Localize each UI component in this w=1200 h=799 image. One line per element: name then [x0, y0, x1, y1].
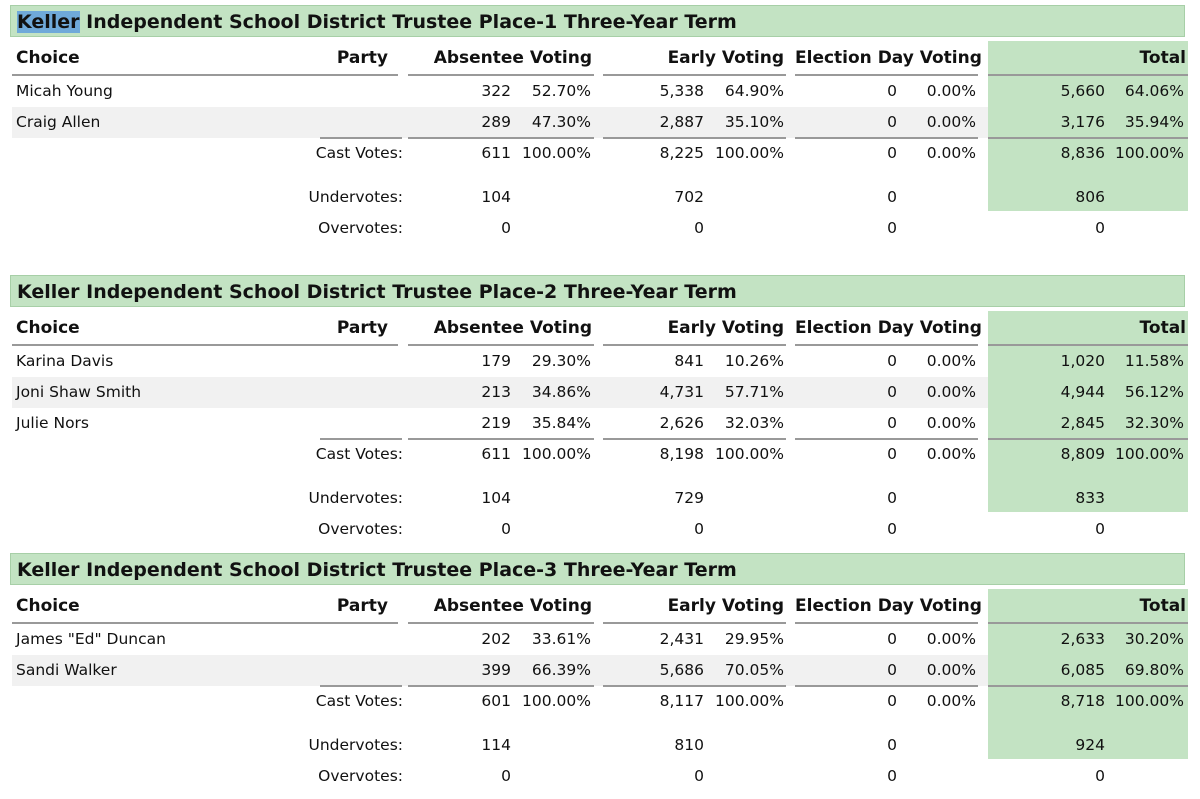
candidate-row — [0, 655, 1200, 686]
early-percent: 57.71% — [724, 383, 784, 401]
candidate-row — [0, 76, 1200, 107]
race-title-text: Keller Independent School District Trustee Place-3 Three-Year Term — [17, 559, 737, 581]
cast-early-percent: 100.00% — [715, 692, 784, 710]
undervotes-row — [0, 730, 1200, 761]
cast-total-percent: 100.00% — [1115, 445, 1184, 463]
header-early-voting: Early Voting — [667, 318, 784, 338]
undervotes-early: 729 — [674, 489, 704, 507]
early-votes: 2,887 — [659, 113, 704, 131]
overvotes-row — [0, 514, 1200, 545]
overvotes-absentee: 0 — [501, 219, 511, 237]
cast-votes-row — [0, 686, 1200, 717]
header-election-day-voting: Election Day Voting — [795, 596, 982, 616]
candidate-row — [0, 346, 1200, 377]
candidate-party — [290, 107, 388, 138]
cast-early-percent: 100.00% — [715, 445, 784, 463]
header-choice: Choice — [16, 596, 80, 616]
absentee-votes: 213 — [481, 383, 511, 401]
undervotes-early: 702 — [674, 188, 704, 206]
undervotes-election-day: 0 — [887, 489, 897, 507]
header-absentee-voting: Absentee Voting — [433, 596, 592, 616]
absentee-votes: 179 — [481, 352, 511, 370]
absentee-votes: 219 — [481, 414, 511, 432]
cast-early-votes: 8,225 — [659, 144, 704, 162]
candidate-name: Karina Davis — [16, 352, 114, 370]
absentee-percent: 33.61% — [531, 630, 591, 648]
overvotes-election-day: 0 — [887, 219, 897, 237]
header-total: Total — [1139, 48, 1186, 68]
early-votes: 5,686 — [659, 661, 704, 679]
cast-total-percent: 100.00% — [1115, 692, 1184, 710]
early-percent: 32.03% — [724, 414, 784, 432]
absentee-votes: 289 — [481, 113, 511, 131]
race-section — [0, 275, 1200, 538]
election-day-percent: 0.00% — [926, 383, 976, 401]
cast-total-votes: 8,809 — [1060, 445, 1105, 463]
cast-absentee-percent: 100.00% — [522, 692, 591, 710]
header-total: Total — [1139, 318, 1186, 338]
race-section — [0, 5, 1200, 237]
cast-absentee-votes: 601 — [481, 692, 511, 710]
race-title — [10, 5, 1185, 37]
undervotes-label: Undervotes: — [308, 489, 403, 507]
cast-total-percent: 100.00% — [1115, 144, 1184, 162]
absentee-percent: 35.84% — [531, 414, 591, 432]
total-percent: 69.80% — [1124, 661, 1184, 679]
race-title-text: Independent School District Trustee Place-1 Three-Year Term — [79, 11, 737, 33]
cast-election-day-votes: 0 — [887, 692, 897, 710]
total-votes: 4,944 — [1060, 383, 1105, 401]
header-absentee-voting: Absentee Voting — [433, 318, 592, 338]
total-votes: 3,176 — [1060, 113, 1105, 131]
cast-total-votes: 8,718 — [1060, 692, 1105, 710]
overvotes-label: Overvotes: — [318, 219, 403, 237]
candidate-name: Micah Young — [16, 82, 113, 100]
undervotes-total: 806 — [1075, 188, 1105, 206]
election-day-votes: 0 — [887, 82, 897, 100]
cast-total-votes: 8,836 — [1060, 144, 1105, 162]
candidate-row — [0, 377, 1200, 408]
early-percent: 35.10% — [724, 113, 784, 131]
total-votes: 1,020 — [1060, 352, 1105, 370]
candidate-name: Joni Shaw Smith — [16, 383, 142, 401]
election-day-percent: 0.00% — [926, 82, 976, 100]
early-percent: 10.26% — [724, 352, 784, 370]
election-day-votes: 0 — [887, 661, 897, 679]
candidate-party — [290, 346, 388, 377]
election-day-votes: 0 — [887, 630, 897, 648]
race-section — [0, 553, 1200, 785]
cast-votes-row — [0, 138, 1200, 169]
total-votes: 2,633 — [1060, 630, 1105, 648]
cast-election-day-votes: 0 — [887, 144, 897, 162]
candidate-name: Julie Nors — [16, 414, 89, 432]
candidate-row — [0, 107, 1200, 138]
total-votes: 5,660 — [1060, 82, 1105, 100]
overvotes-absentee: 0 — [501, 767, 511, 785]
overvotes-absentee: 0 — [501, 520, 511, 538]
early-votes: 2,431 — [659, 630, 704, 648]
undervotes-absentee: 104 — [481, 489, 511, 507]
undervotes-label: Undervotes: — [308, 188, 403, 206]
candidate-party — [290, 408, 388, 439]
undervotes-absentee: 114 — [481, 736, 511, 754]
cast-election-day-percent: 0.00% — [926, 445, 976, 463]
election-day-percent: 0.00% — [926, 630, 976, 648]
overvotes-label: Overvotes: — [318, 520, 403, 538]
early-votes: 5,338 — [659, 82, 704, 100]
cast-election-day-votes: 0 — [887, 445, 897, 463]
early-percent: 29.95% — [724, 630, 784, 648]
candidate-name: Sandi Walker — [16, 661, 117, 679]
column-header-row — [0, 43, 1200, 74]
overvotes-early: 0 — [694, 520, 704, 538]
column-header-row — [0, 313, 1200, 344]
header-early-voting: Early Voting — [667, 596, 784, 616]
race-title-text: Keller Independent School District Trustee Place-2 Three-Year Term — [17, 281, 737, 303]
cast-absentee-votes: 611 — [481, 144, 511, 162]
overvotes-label: Overvotes: — [318, 767, 403, 785]
overvotes-early: 0 — [694, 767, 704, 785]
total-votes: 2,845 — [1060, 414, 1105, 432]
cast-election-day-percent: 0.00% — [926, 144, 976, 162]
cast-votes-label: Cast Votes: — [315, 445, 403, 463]
election-day-percent: 0.00% — [926, 661, 976, 679]
absentee-percent: 52.70% — [531, 82, 591, 100]
undervotes-absentee: 104 — [481, 188, 511, 206]
overvotes-early: 0 — [694, 219, 704, 237]
total-percent: 64.06% — [1124, 82, 1184, 100]
cast-votes-row — [0, 439, 1200, 470]
early-votes: 2,626 — [659, 414, 704, 432]
cast-early-votes: 8,198 — [659, 445, 704, 463]
header-party: Party — [336, 48, 388, 68]
total-percent: 11.58% — [1124, 352, 1184, 370]
absentee-votes: 202 — [481, 630, 511, 648]
early-percent: 70.05% — [724, 661, 784, 679]
race-title — [10, 275, 1185, 307]
cast-early-votes: 8,117 — [659, 692, 704, 710]
header-election-day-voting: Election Day Voting — [795, 318, 982, 338]
undervotes-total: 833 — [1075, 489, 1105, 507]
absentee-votes: 322 — [481, 82, 511, 100]
overvotes-election-day: 0 — [887, 520, 897, 538]
header-party: Party — [336, 318, 388, 338]
absentee-percent: 29.30% — [531, 352, 591, 370]
race-title-selected-text: Keller — [17, 11, 80, 33]
candidate-party — [290, 655, 388, 686]
undervotes-election-day: 0 — [887, 188, 897, 206]
header-total: Total — [1139, 596, 1186, 616]
undervotes-row — [0, 182, 1200, 213]
total-percent: 56.12% — [1124, 383, 1184, 401]
header-early-voting: Early Voting — [667, 48, 784, 68]
election-day-votes: 0 — [887, 113, 897, 131]
column-header-row — [0, 591, 1200, 622]
race-title — [10, 553, 1185, 585]
absentee-percent: 66.39% — [531, 661, 591, 679]
header-party: Party — [336, 596, 388, 616]
cast-early-percent: 100.00% — [715, 144, 784, 162]
header-choice: Choice — [16, 318, 80, 338]
candidate-row — [0, 624, 1200, 655]
cast-votes-label: Cast Votes: — [315, 144, 403, 162]
candidate-name: Craig Allen — [16, 113, 101, 131]
candidate-name: James "Ed" Duncan — [16, 630, 166, 648]
absentee-percent: 34.86% — [531, 383, 591, 401]
candidate-party — [290, 76, 388, 107]
overvotes-row — [0, 213, 1200, 244]
undervotes-election-day: 0 — [887, 736, 897, 754]
header-absentee-voting: Absentee Voting — [433, 48, 592, 68]
undervotes-label: Undervotes: — [308, 736, 403, 754]
undervotes-row — [0, 483, 1200, 514]
total-percent: 32.30% — [1124, 414, 1184, 432]
undervotes-total: 924 — [1075, 736, 1105, 754]
overvotes-election-day: 0 — [887, 767, 897, 785]
absentee-percent: 47.30% — [531, 113, 591, 131]
election-day-percent: 0.00% — [926, 352, 976, 370]
election-day-votes: 0 — [887, 414, 897, 432]
total-percent: 35.94% — [1124, 113, 1184, 131]
overvotes-total: 0 — [1095, 520, 1105, 538]
cast-absentee-percent: 100.00% — [522, 445, 591, 463]
cast-votes-label: Cast Votes: — [315, 692, 403, 710]
overvotes-row — [0, 761, 1200, 792]
undervotes-early: 810 — [674, 736, 704, 754]
election-day-votes: 0 — [887, 352, 897, 370]
absentee-votes: 399 — [481, 661, 511, 679]
header-choice: Choice — [16, 48, 80, 68]
cast-absentee-percent: 100.00% — [522, 144, 591, 162]
cast-absentee-votes: 611 — [481, 445, 511, 463]
overvotes-total: 0 — [1095, 767, 1105, 785]
early-percent: 64.90% — [724, 82, 784, 100]
candidate-row — [0, 408, 1200, 439]
election-day-votes: 0 — [887, 383, 897, 401]
candidate-party — [290, 624, 388, 655]
early-votes: 4,731 — [659, 383, 704, 401]
total-votes: 6,085 — [1060, 661, 1105, 679]
early-votes: 841 — [674, 352, 704, 370]
total-percent: 30.20% — [1124, 630, 1184, 648]
election-day-percent: 0.00% — [926, 414, 976, 432]
candidate-party — [290, 377, 388, 408]
header-election-day-voting: Election Day Voting — [795, 48, 982, 68]
cast-election-day-percent: 0.00% — [926, 692, 976, 710]
election-day-percent: 0.00% — [926, 113, 976, 131]
overvotes-total: 0 — [1095, 219, 1105, 237]
